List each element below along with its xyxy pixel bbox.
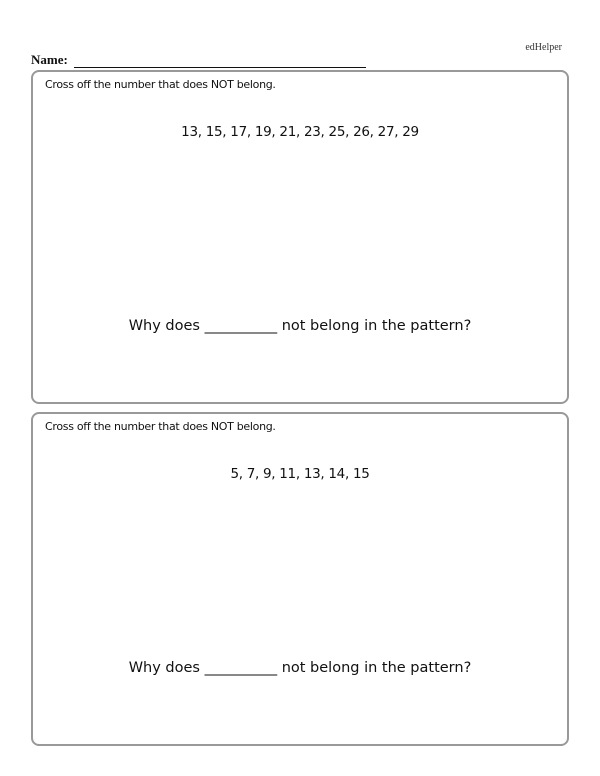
- name-label: Name:: [31, 52, 68, 67]
- problem-box-2: [31, 412, 569, 746]
- name-field-line[interactable]: [74, 55, 366, 68]
- problem-2-question: Why does __________ not belong in the pattern?: [128, 660, 472, 676]
- brand-label: edHelper: [525, 42, 562, 53]
- problem-1-sequence: 13, 15, 17, 19, 21, 23, 25, 26, 27, 29: [181, 124, 419, 140]
- problem-1-question: Why does __________ not belong in the pattern?: [128, 318, 472, 334]
- problem-2-instruction: Cross off the number that does NOT belong.: [45, 420, 276, 433]
- problem-1-instruction: Cross off the number that does NOT belong.: [45, 78, 276, 91]
- name-row: [31, 52, 366, 68]
- problem-2-sequence: 5, 7, 9, 11, 13, 14, 15: [230, 466, 370, 482]
- problem-box-1: [31, 70, 569, 404]
